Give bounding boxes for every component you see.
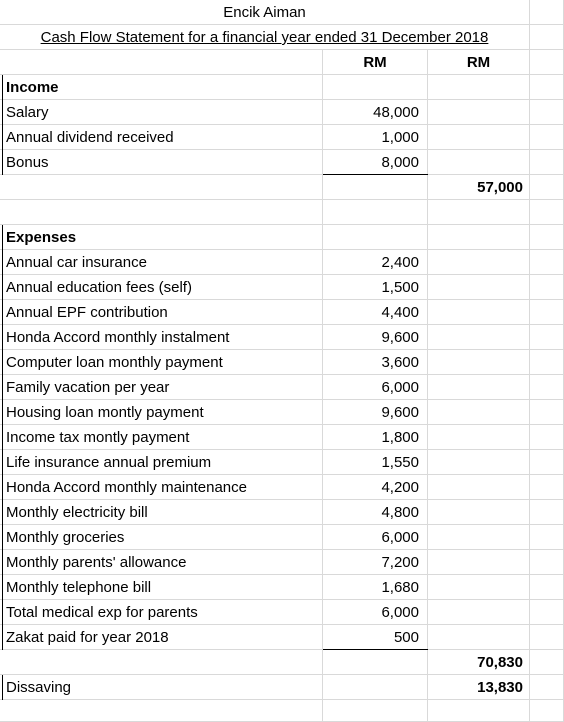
table-row [0, 125, 564, 150]
expense-item-amount[interactable]: 1,800 [323, 425, 428, 450]
empty-cell[interactable] [530, 225, 564, 250]
empty-cell[interactable] [428, 525, 530, 550]
empty-cell[interactable] [428, 200, 530, 225]
empty-cell[interactable] [428, 400, 530, 425]
empty-cell[interactable] [530, 200, 564, 225]
expense-item-label[interactable]: Honda Accord monthly instalment [0, 325, 323, 350]
income-heading[interactable]: Income [0, 75, 323, 100]
table-row [0, 275, 564, 300]
empty-cell[interactable] [0, 175, 323, 200]
expense-item-label[interactable]: Monthly telephone bill [0, 575, 323, 600]
expense-item-amount[interactable]: 3,600 [323, 350, 428, 375]
empty-cell[interactable] [530, 300, 564, 325]
expense-item-label[interactable]: Family vacation per year [0, 375, 323, 400]
table-row [0, 625, 564, 650]
expenses-total-row [0, 650, 564, 675]
empty-cell[interactable] [530, 175, 564, 200]
owner-row [0, 0, 564, 25]
empty-cell[interactable] [530, 350, 564, 375]
title-row [0, 25, 564, 50]
currency-header-col2[interactable]: RM [323, 50, 428, 75]
empty-cell[interactable] [428, 350, 530, 375]
expense-item-label[interactable]: Life insurance annual premium [0, 450, 323, 475]
expense-item-amount[interactable]: 4,800 [323, 500, 428, 525]
expense-item-amount[interactable]: 4,400 [323, 300, 428, 325]
income-item-label[interactable]: Bonus [0, 150, 323, 175]
empty-cell[interactable] [530, 475, 564, 500]
empty-cell[interactable] [530, 325, 564, 350]
empty-cell[interactable] [530, 600, 564, 625]
empty-cell[interactable] [530, 425, 564, 450]
expense-item-label[interactable]: Monthly groceries [0, 525, 323, 550]
dissaving-label[interactable]: Dissaving [0, 675, 323, 700]
owner-name-cell[interactable]: Encik Aiman [0, 0, 530, 25]
table-row [0, 575, 564, 600]
empty-cell[interactable] [530, 0, 564, 25]
table-row [0, 150, 564, 175]
blank-row [0, 200, 564, 225]
empty-cell[interactable] [428, 250, 530, 275]
empty-cell[interactable] [530, 25, 564, 50]
expenses-sum-line [323, 649, 428, 650]
empty-cell[interactable] [530, 400, 564, 425]
empty-cell[interactable] [530, 550, 564, 575]
expense-item-label[interactable]: Annual EPF contribution [0, 300, 323, 325]
empty-cell[interactable] [0, 650, 323, 675]
expense-item-label[interactable]: Monthly parents' allowance [0, 550, 323, 575]
table-row [0, 375, 564, 400]
expense-item-amount[interactable]: 2,400 [323, 250, 428, 275]
empty-cell[interactable] [323, 200, 428, 225]
empty-cell[interactable] [428, 625, 530, 650]
empty-cell[interactable] [323, 650, 428, 675]
expenses-total[interactable]: 70,830 [428, 650, 530, 675]
empty-cell[interactable] [0, 50, 323, 75]
expense-item-label[interactable]: Computer loan monthly payment [0, 350, 323, 375]
table-row [0, 475, 564, 500]
empty-cell[interactable] [428, 225, 530, 250]
empty-cell[interactable] [530, 250, 564, 275]
table-row [0, 325, 564, 350]
expense-item-amount[interactable]: 7,200 [323, 550, 428, 575]
table-row [0, 525, 564, 550]
empty-cell[interactable] [428, 300, 530, 325]
table-row [0, 550, 564, 575]
dissaving-amount[interactable]: 13,830 [428, 675, 530, 700]
table-row [0, 450, 564, 475]
empty-cell[interactable] [530, 575, 564, 600]
table-row [0, 600, 564, 625]
empty-cell[interactable] [530, 500, 564, 525]
expense-item-label[interactable]: Annual car insurance [0, 250, 323, 275]
empty-cell[interactable] [428, 600, 530, 625]
empty-cell[interactable] [530, 150, 564, 175]
empty-cell[interactable] [0, 700, 323, 722]
empty-cell[interactable] [428, 450, 530, 475]
income-item-amount[interactable]: 1,000 [323, 125, 428, 150]
expense-item-label[interactable]: Income tax montly payment [0, 425, 323, 450]
statement-title-cell[interactable]: Cash Flow Statement for a financial year ended 31 December 2018 [0, 25, 530, 50]
table-row [0, 350, 564, 375]
expense-item-label[interactable]: Annual education fees (self) [0, 275, 323, 300]
empty-cell[interactable] [530, 525, 564, 550]
empty-cell[interactable] [428, 425, 530, 450]
expense-item-label[interactable]: Housing loan montly payment [0, 400, 323, 425]
income-left-border [2, 75, 3, 175]
table-row [0, 300, 564, 325]
expense-item-amount[interactable]: 500 [323, 625, 428, 650]
income-item-label[interactable]: Salary [0, 100, 323, 125]
income-total-row [0, 175, 564, 200]
empty-cell[interactable] [428, 700, 530, 722]
empty-cell[interactable] [530, 675, 564, 700]
expense-item-amount[interactable]: 6,000 [323, 600, 428, 625]
expense-item-label[interactable]: Total medical exp for parents [0, 600, 323, 625]
expense-item-label[interactable]: Monthly electricity bill [0, 500, 323, 525]
empty-cell[interactable] [530, 700, 564, 722]
expense-item-amount[interactable]: 9,600 [323, 325, 428, 350]
income-heading-row [0, 75, 564, 100]
currency-header-row [0, 50, 564, 75]
empty-cell[interactable] [428, 75, 530, 100]
expense-item-amount[interactable]: 1,550 [323, 450, 428, 475]
dissaving-row [0, 675, 564, 700]
empty-cell[interactable] [428, 150, 530, 175]
table-row [0, 425, 564, 450]
expenses-heading[interactable]: Expenses [0, 225, 323, 250]
empty-cell[interactable] [323, 225, 428, 250]
expense-item-label[interactable]: Honda Accord monthly maintenance [0, 475, 323, 500]
empty-cell[interactable] [530, 625, 564, 650]
empty-cell[interactable] [530, 100, 564, 125]
empty-cell[interactable] [530, 75, 564, 100]
expense-item-amount[interactable]: 6,000 [323, 375, 428, 400]
empty-cell[interactable] [428, 125, 530, 150]
empty-cell[interactable] [530, 50, 564, 75]
empty-cell[interactable] [428, 100, 530, 125]
income-item-label[interactable]: Annual dividend received [0, 125, 323, 150]
currency-header-col3[interactable]: RM [428, 50, 530, 75]
empty-cell[interactable] [323, 675, 428, 700]
empty-cell[interactable] [530, 275, 564, 300]
expense-item-amount[interactable]: 9,600 [323, 400, 428, 425]
empty-cell[interactable] [428, 325, 530, 350]
expenses-left-border [2, 225, 3, 650]
income-sum-line [323, 174, 428, 175]
expense-item-label[interactable]: Zakat paid for year 2018 [0, 625, 323, 650]
empty-cell[interactable] [530, 450, 564, 475]
dissaving-left-border [2, 675, 3, 700]
table-row [0, 250, 564, 275]
empty-cell[interactable] [428, 550, 530, 575]
empty-cell[interactable] [323, 700, 428, 722]
blank-row [0, 700, 564, 722]
expenses-heading-row [0, 225, 564, 250]
table-row [0, 400, 564, 425]
empty-cell[interactable] [428, 475, 530, 500]
expense-item-amount[interactable]: 4,200 [323, 475, 428, 500]
expense-item-amount[interactable]: 1,500 [323, 275, 428, 300]
table-row [0, 100, 564, 125]
empty-cell[interactable] [530, 650, 564, 675]
empty-cell[interactable] [530, 125, 564, 150]
income-item-amount[interactable]: 48,000 [323, 100, 428, 125]
empty-cell[interactable] [323, 175, 428, 200]
empty-cell[interactable] [323, 75, 428, 100]
expense-item-amount[interactable]: 1,680 [323, 575, 428, 600]
empty-cell[interactable] [428, 500, 530, 525]
empty-cell[interactable] [0, 200, 323, 225]
expense-item-amount[interactable]: 6,000 [323, 525, 428, 550]
income-item-amount[interactable]: 8,000 [323, 150, 428, 175]
table-row [0, 500, 564, 525]
empty-cell[interactable] [428, 575, 530, 600]
empty-cell[interactable] [530, 375, 564, 400]
empty-cell[interactable] [428, 275, 530, 300]
empty-cell[interactable] [428, 375, 530, 400]
income-total[interactable]: 57,000 [428, 175, 530, 200]
